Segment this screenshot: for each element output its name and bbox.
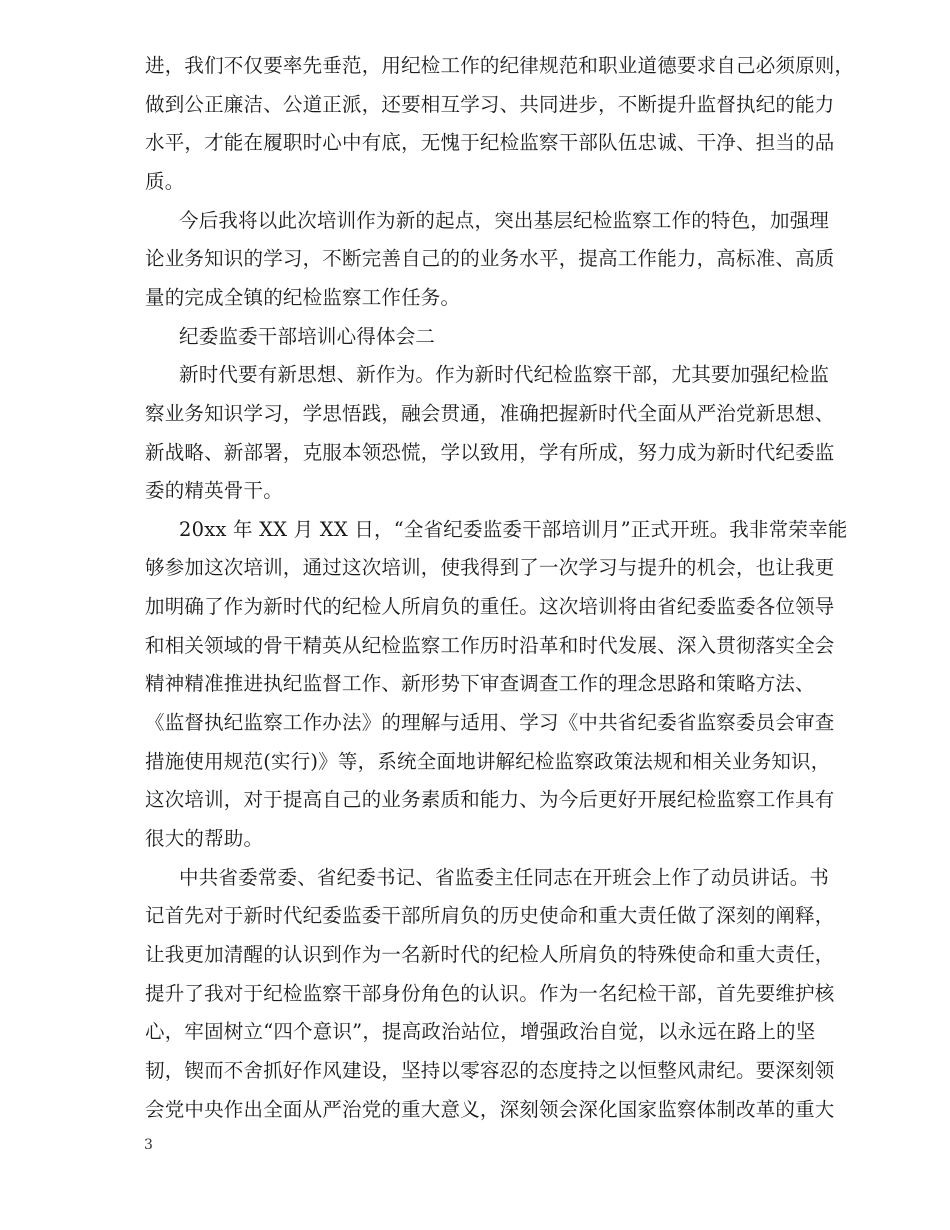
text-line: 很大的帮助。 bbox=[145, 827, 264, 850]
text-line: 中共省委常委、省纪委书记、省监委主任同志在开班会上作了动员讲话。书 bbox=[179, 866, 830, 889]
text-line: 今后我将以此次培训作为新的起点，突出基层纪检监察工作的特色，加强理 bbox=[179, 209, 830, 232]
text-line: 进，我们不仅要率先垂范，用纪检工作的纪律规范和职业道德要求自己必须原则， bbox=[145, 54, 855, 77]
text-line: 察业务知识学习，学思悟践，融会贯通，准确把握新时代全面从严治党新思想、 bbox=[145, 402, 835, 425]
text-line: 让我更加清醒的认识到作为一名新时代的纪检人所肩负的特殊使命和重大责任， bbox=[145, 943, 835, 966]
text-line: 论业务知识的学习，不断完善自己的的业务水平，提高工作能力，高标准、高质 bbox=[145, 247, 835, 270]
text-line: 心，牢固树立“四个意识”，提高政治站位，增强政治自觉，以永远在路上的坚 bbox=[145, 1020, 816, 1043]
page-number: 3 bbox=[144, 1137, 153, 1153]
text-line: 这次培训，对于提高自己的业务素质和能力、为今后更好开展纪检监察工作具有 bbox=[145, 788, 835, 811]
text-line: 20xx 年 XX 月 XX 日，“全省纪委监委干部培训月”正式开班。我非常荣幸能 bbox=[179, 518, 848, 541]
text-line: 够参加这次培训，通过这次培训，使我得到了一次学习与提升的机会，也让我更 bbox=[145, 556, 835, 579]
text-line: 水平，才能在履职时心中有底，无愧于纪检监察干部队伍忠诚、干净、担当的品 bbox=[145, 131, 835, 154]
text-line: 质。 bbox=[145, 170, 185, 193]
text-line: 措施使用规范(实行)》等，系统全面地讲解纪检监察政策法规和相关业务知识， bbox=[145, 750, 831, 773]
text-line: 新时代要有新思想、新作为。作为新时代纪检监察干部，尤其要加强纪检监 bbox=[179, 363, 830, 386]
text-line: 和相关领域的骨干精英从纪检监察工作历时沿革和时代发展、深入贯彻落实全会 bbox=[145, 634, 835, 657]
text-line: 《监督执纪监察工作办法》的理解与适用、学习《中共省纪委省监察委员会审查 bbox=[145, 711, 835, 734]
section-heading: 纪委监委干部培训心得体会二 bbox=[179, 325, 436, 348]
text-line: 新战略、新部署，克服本领恐慌，学以致用，学有所成，努力成为新时代纪委监 bbox=[145, 441, 835, 464]
text-line: 加明确了作为新时代的纪检人所肩负的重任。这次培训将由省纪委监委各位领导 bbox=[145, 595, 835, 618]
text-line: 会党中央作出全面从严治党的重大意义，深刻领会深化国家监察体制改革的重大 bbox=[145, 1098, 835, 1121]
text-line: 量的完成全镇的纪检监察工作任务。 bbox=[145, 286, 461, 309]
text-line: 提升了我对于纪检监察干部身份角色的认识。作为一名纪检干部，首先要维护核 bbox=[145, 982, 835, 1005]
text-line: 精神精准推进执纪监督工作、新形势下审查调查工作的理念思路和策略方法、 bbox=[145, 672, 815, 695]
text-line: 做到公正廉洁、公道正派，还要相互学习、共同进步，不断提升监督执纪的能力 bbox=[145, 93, 835, 116]
text-line: 委的精英骨干。 bbox=[145, 479, 283, 502]
text-line: 记首先对于新时代纪委监委干部所肩负的历史使命和重大责任做了深刻的阐释， bbox=[145, 904, 835, 927]
text-line: 韧，锲而不舍抓好作风建设，坚持以零容忍的态度持之以恒整风肃纪。要深刻领 bbox=[145, 1059, 835, 1082]
